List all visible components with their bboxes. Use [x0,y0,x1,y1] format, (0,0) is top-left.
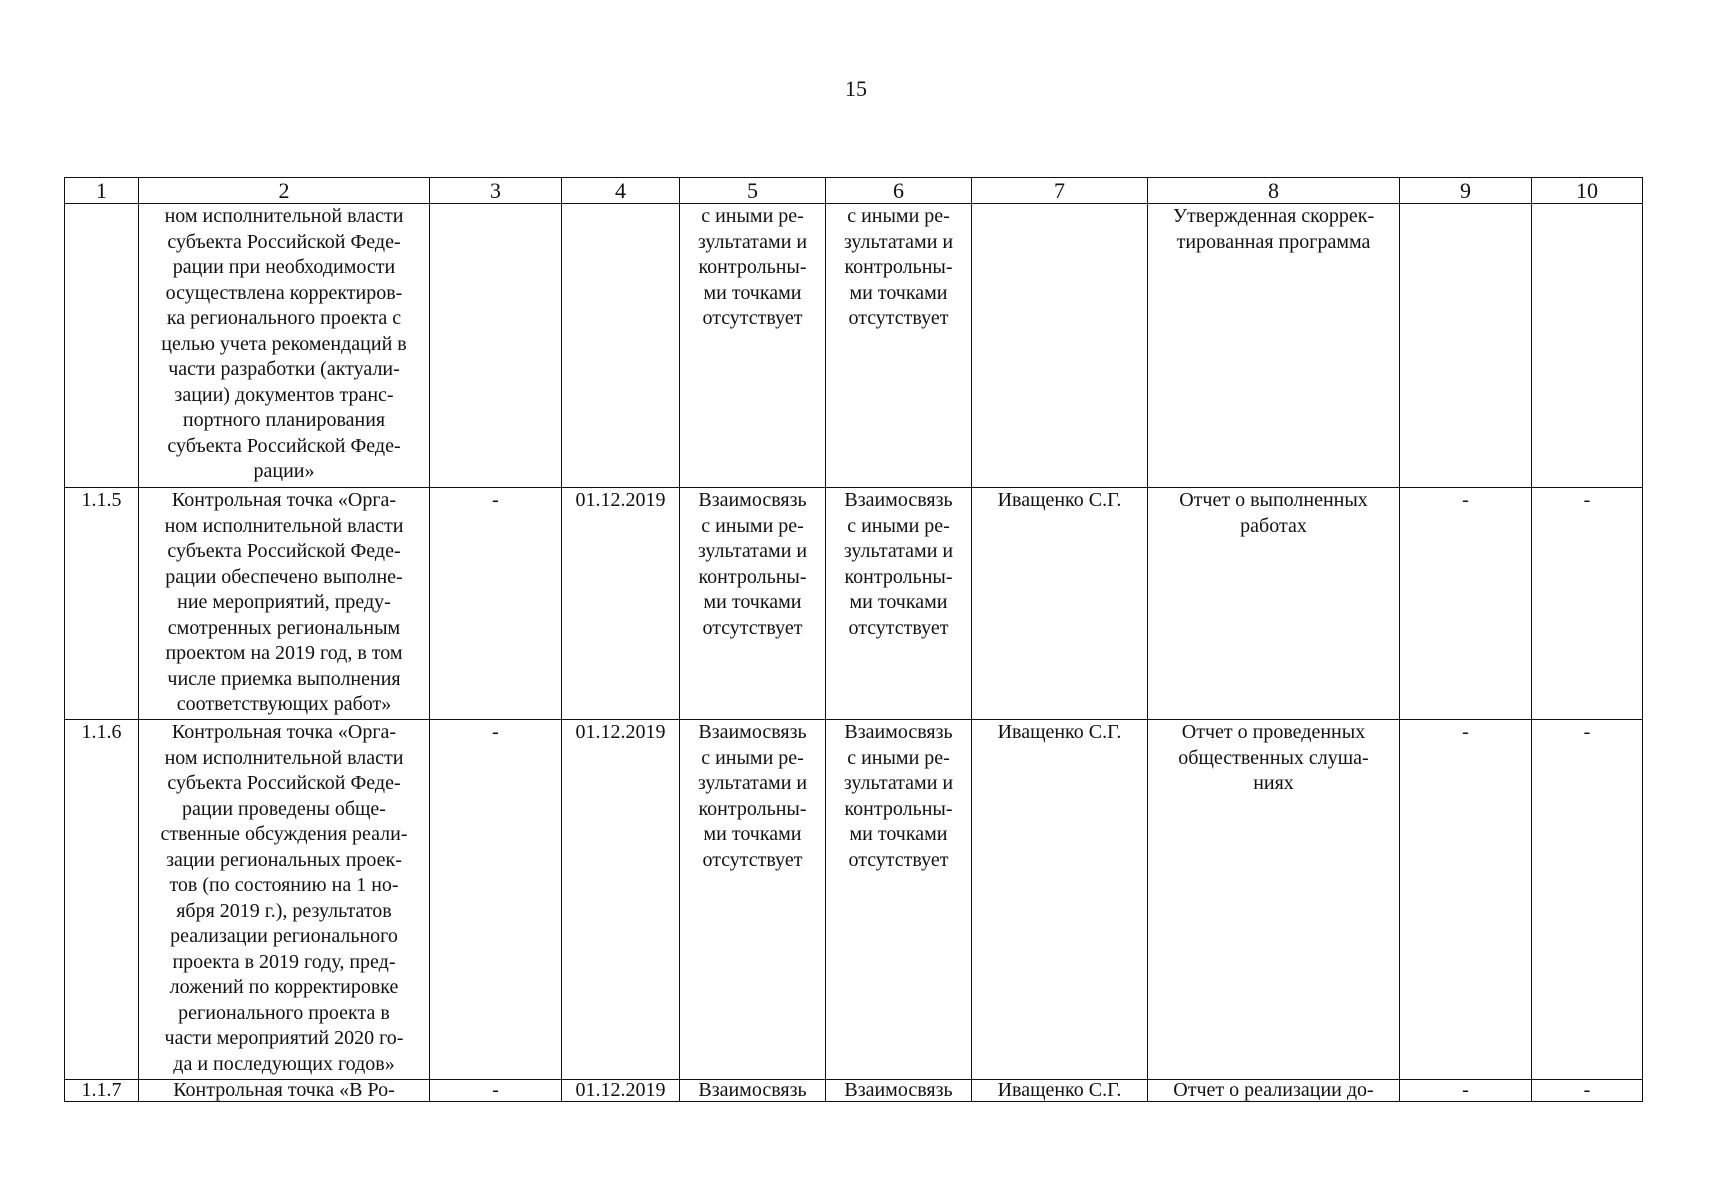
relation-col5: с иными ре- зультатами и контрольны- ми точками отсутствует [680,204,826,488]
row-number [65,204,139,488]
table-row [65,720,1643,1080]
cell-col10: - [1532,488,1643,720]
control-point-description: Контрольная точка «Орга- ном исполнительной власти субъекта Российской Феде- рации обеспечено выполне- ние мероприятий, преду- смотренных региональным проектом на 2019 год, в том числе приемка выполнения соответствующих работ» [139,488,430,720]
relation-col5: Взаимосвязь с иными ре- зультатами и контрольны- ми точками отсутствует [680,720,826,1080]
cell-col9: - [1400,488,1532,720]
column-number: 3 [430,178,562,204]
relation-col6: с иными ре- зультатами и контрольны- ми точками отсутствует [826,204,972,488]
cell-col10: - [1532,720,1643,1080]
cell-col3: - [430,1080,562,1102]
relation-col5: Взаимосвязь с иными ре- зультатами и контрольны- ми точками отсутствует [680,488,826,720]
responsible-person: Иващенко С.Г. [972,1080,1148,1102]
table-row [65,1080,1643,1102]
column-number: 6 [826,178,972,204]
cell-col10: - [1532,1080,1643,1102]
result-document: Утвержденная скоррек- тированная программа [1148,204,1400,488]
cell-col9: - [1400,720,1532,1080]
cell-col3: - [430,488,562,720]
cell-col10 [1532,204,1643,488]
result-document: Отчет о проведенных общественных слуша- ниях [1148,720,1400,1080]
column-number: 10 [1532,178,1643,204]
control-point-description: Контрольная точка «В Ро- [139,1080,430,1102]
result-document: Отчет о выполненных работах [1148,488,1400,720]
column-number-header-row [65,178,1643,204]
relation-col6: Взаимосвязь с иными ре- зультатами и контрольны- ми точками отсутствует [826,488,972,720]
responsible-person [972,204,1148,488]
cell-col3: - [430,720,562,1080]
row-number: 1.1.7 [65,1080,139,1102]
column-number: 4 [562,178,680,204]
deadline-date: 01.12.2019 [562,488,680,720]
row-number: 1.1.5 [65,488,139,720]
responsible-person: Иващенко С.Г. [972,488,1148,720]
column-number: 9 [1400,178,1532,204]
control-point-description: ном исполнительной власти субъекта Российской Феде- рации при необходимости осуществлена корректиров- ка регионального проекта с целью учета рекомендаций в части разработки (актуали- зации) документов транс- портного планирования субъекта Российской Феде- рации» [139,204,430,488]
deadline-date [562,204,680,488]
control-points-table [64,177,1643,1102]
column-number: 1 [65,178,139,204]
table-row [65,488,1643,720]
column-number: 7 [972,178,1148,204]
column-number: 5 [680,178,826,204]
cell-col9: - [1400,1080,1532,1102]
responsible-person: Иващенко С.Г. [972,720,1148,1080]
cell-col9 [1400,204,1532,488]
column-number: 2 [139,178,430,204]
column-number: 8 [1148,178,1400,204]
page-number: 15 [845,76,867,101]
result-document: Отчет о реализации до- [1148,1080,1400,1102]
table-row [65,204,1643,488]
cell-col3 [430,204,562,488]
deadline-date: 01.12.2019 [562,720,680,1080]
relation-col5: Взаимосвязь [680,1080,826,1102]
row-number: 1.1.6 [65,720,139,1080]
relation-col6: Взаимосвязь [826,1080,972,1102]
control-point-description: Контрольная точка «Орга- ном исполнительной власти субъекта Российской Феде- рации проведены обще- ственные обсуждения реали- зации региональных проек- тов (по состоянию на 1 но- ября 2019 г.), результатов реализации регионального проекта в 2019 году, пред- ложений по корректировке регионального проекта в части мероприятий 2020 го- да и последующих годов» [139,720,430,1080]
deadline-date: 01.12.2019 [562,1080,680,1102]
relation-col6: Взаимосвязь с иными ре- зультатами и контрольны- ми точками отсутствует [826,720,972,1080]
